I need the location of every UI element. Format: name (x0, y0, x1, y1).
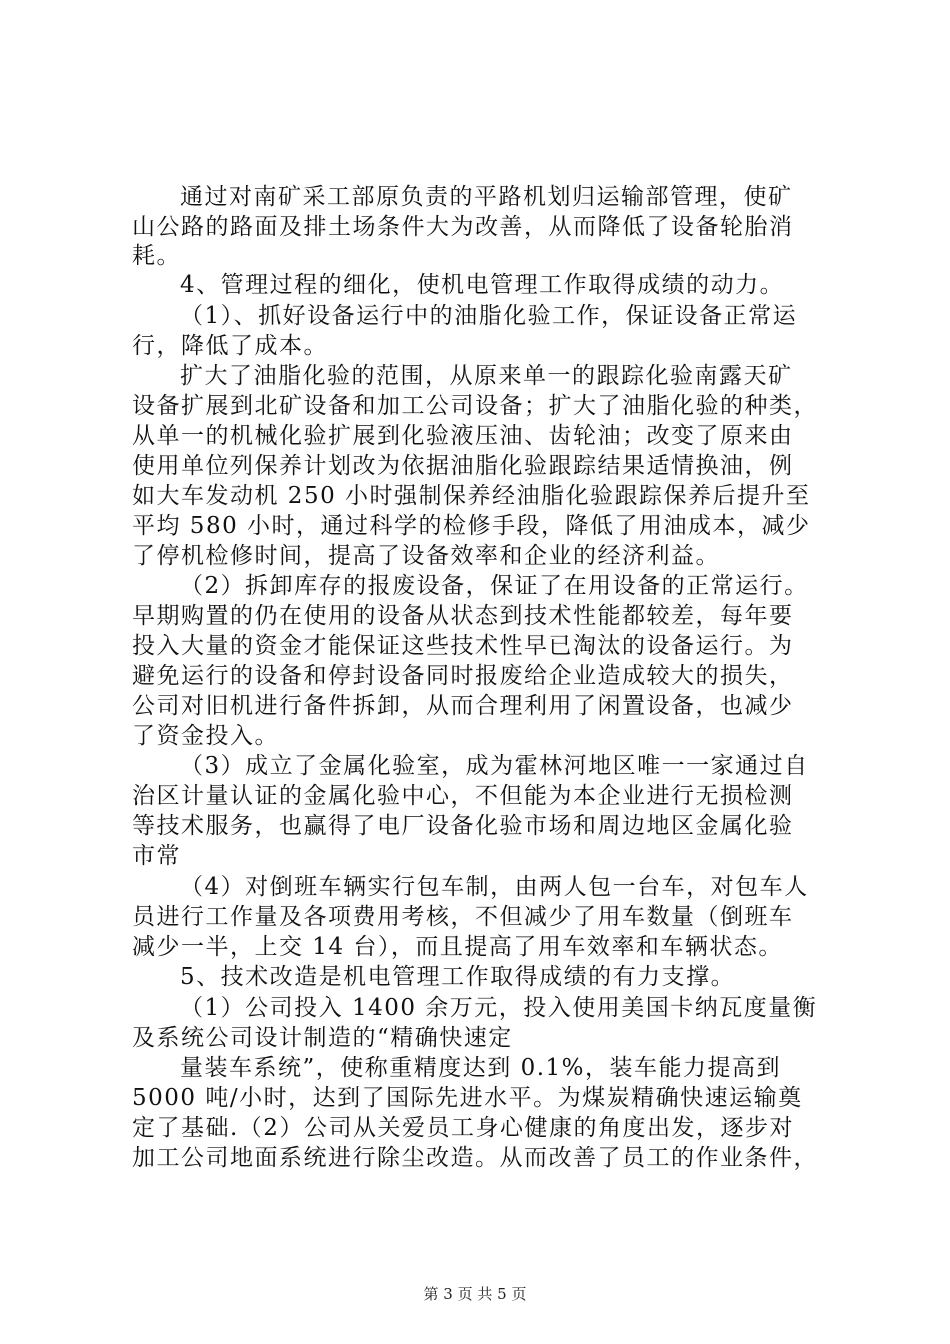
text-line: 通过对南矿采工部原负责的平路机划归运输部管理，使矿 (180, 184, 793, 210)
text-line: 及系统公司设计制造的“精确快速定 (132, 1025, 513, 1051)
text-line: 耗。 (132, 243, 181, 269)
text-line: 治区计量认证的金属化验中心，不但能为本企业进行无损检测 (132, 783, 794, 809)
text-line: 投入大量的资金才能保证这些技术性早已淘汰的设备运行。为 (132, 633, 794, 659)
text-line: （1）、抓好设备运行中的油脂化验工作，保证设备正常运 (180, 303, 798, 329)
text-line: （3）成立了金属化验室，成为霍林河地区唯一一家通过自 (180, 753, 809, 779)
text-line: 了资金投入。 (132, 723, 279, 749)
text-line: 从单一的机械化验扩展到化验液压油、齿轮油；改变了原来由 (132, 423, 794, 449)
text-line: 扩大了油脂化验的范围，从原来单一的跟踪化验南露天矿 (180, 363, 793, 389)
text-line: 5、技术改造是机电管理工作取得成绩的有力支撑。 (180, 964, 736, 990)
text-line: 量装车系统”，使称重精度达到 0.1%，装车能力提高到 (180, 1055, 782, 1081)
text-line: 员进行工作量及各项费用考核，不但减少了用车数量（倒班车 (132, 904, 794, 930)
text-line: 减少一半，上交 14 台），而且提高了用车效率和车辆状态。 (132, 934, 783, 960)
text-line: 设备扩展到北矿设备和加工公司设备；扩大了油脂化验的种类， (132, 393, 818, 419)
text-line: 定了基础.（2）公司从关爱员工身心健康的角度出发，逐步对 (132, 1115, 794, 1141)
text-line: 加工公司地面系统进行除尘改造。从而改善了员工的作业条件， (132, 1145, 818, 1171)
text-line: 早期购置的仍在使用的设备从状态到技术性能都较差，每年要 (132, 603, 794, 629)
text-line: （4）对倒班车辆实行包车制，由两人包一台车，对包车人 (180, 874, 809, 900)
text-line: 山公路的路面及排土场条件大为改善，从而降低了设备轮胎消 (132, 214, 794, 240)
text-line: 市常 (132, 843, 181, 869)
text-line: （2）拆卸库存的报废设备，保证了在用设备的正常运行。 (180, 573, 809, 599)
text-line: 等技术服务，也赢得了电厂设备化验市场和周边地区金属化验 (132, 813, 794, 839)
text-line: 了停机检修时间，提高了设备效率和企业的经济利益。 (132, 543, 720, 569)
text-line: （1）公司投入 1400 余万元，投入使用美国卡纳瓦度量衡 (180, 995, 818, 1021)
text-line: 公司对旧机进行备件拆卸，从而合理利用了闲置设备，也减少 (132, 693, 794, 719)
text-line: 行，降低了成本。 (132, 333, 328, 359)
text-line: 5000 吨/小时，达到了国际先进水平。为煤炭精确快速运输奠 (132, 1085, 803, 1111)
text-line: 如大车发动机 250 小时强制保养经油脂化验跟踪保养后提升至 (132, 483, 811, 509)
text-line: 使用单位列保养计划改为依据油脂化验跟踪结果适情换油，例 (132, 453, 794, 479)
text-line: 避免运行的设备和停封设备同时报废给企业造成较大的损失， (132, 663, 794, 689)
text-line: 4、管理过程的细化，使机电管理工作取得成绩的动力。 (180, 272, 785, 298)
page-footer: 第 3 页 共 5 页 (423, 1285, 527, 1303)
text-line: 平均 580 小时，通过科学的检修手段，降低了用油成本，减少 (132, 513, 811, 539)
